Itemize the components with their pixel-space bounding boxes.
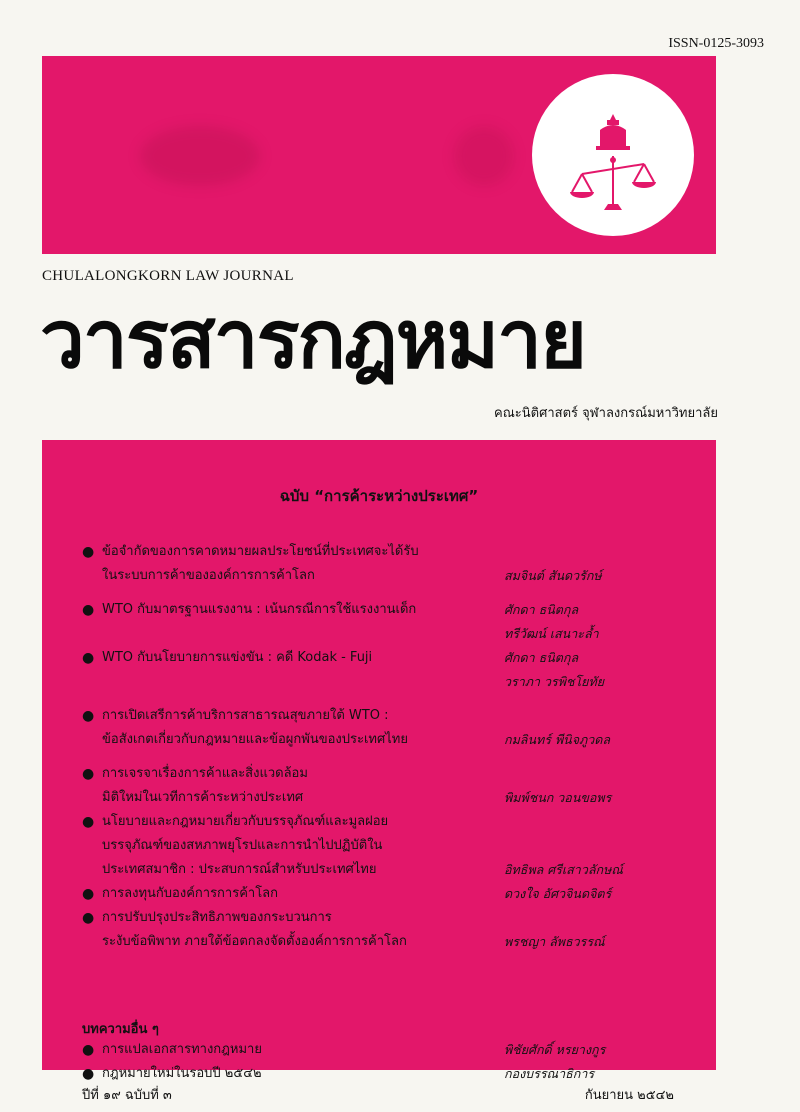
article-author: ศักดา ธนิตกุล: [504, 602, 579, 617]
article-entry: [82, 762, 692, 810]
article-author: [504, 540, 692, 564]
article-line: [82, 622, 692, 646]
bullet-icon: ●: [82, 814, 95, 830]
article-author: ดวงใจ อัศวจินดจิตร์: [504, 886, 612, 901]
journal-name-thai: วารสารกฎหมาย: [40, 293, 585, 386]
article-title-line: บรรจุภัณฑ์ของสหภาพยุโรปและการนำไปปฏิบัติใน: [102, 838, 383, 853]
article-title-line: WTO กับมาตรฐานแรงงาน : เน้นกรณีการใช้แรงงานเด็ก: [102, 602, 417, 617]
article-title-line: การลงทุนกับองค์การการค้าโลก: [102, 886, 279, 901]
article-line: [82, 540, 692, 564]
article-entry: [82, 704, 692, 752]
bullet-icon: ●: [82, 886, 95, 902]
article-author: พรชญา ลัพธวรรณ์: [504, 934, 605, 949]
article-entry: [82, 882, 692, 906]
article-list: [82, 540, 692, 954]
issn-label: ISSN-0125-3093: [668, 36, 764, 51]
article-line: [82, 786, 692, 810]
article-title-line: การเจรจาเรื่องการค้าและสิ่งแวดล้อม: [102, 766, 308, 781]
contents-band: [42, 440, 716, 1103]
article-line: [82, 728, 692, 752]
scales-of-justice-icon: [532, 74, 694, 236]
bullet-icon: [82, 728, 102, 752]
article-entry: [82, 810, 692, 882]
article-title-line: [102, 622, 504, 646]
article-title-line: นโยบายและกฎหมายเกี่ยวกับบรรจุภัณฑ์และมูลฝอย: [102, 814, 389, 829]
bullet-icon: ●: [82, 544, 95, 560]
article-entry: [82, 540, 692, 588]
article-author: [504, 704, 692, 728]
article-author: [504, 906, 692, 930]
article-line: [82, 564, 692, 588]
article-title-line: ข้อสังเกตเกี่ยวกับกฎหมายและข้อผูกพันของประเทศไทย: [102, 732, 408, 747]
bullet-icon: [82, 670, 102, 694]
paper-stain: [454, 126, 514, 186]
article-author: [504, 810, 692, 834]
bullet-icon: [82, 786, 102, 810]
article-author: ศักดา ธนิตกุล: [504, 650, 579, 665]
article-title-line: มิติใหม่ในเวทีการค้าระหว่างประเทศ: [102, 790, 304, 805]
article-line: [82, 670, 692, 694]
article-author: กมลินทร์ พีนิจภูวดล: [504, 732, 611, 747]
other-article-entry: [82, 1038, 692, 1062]
article-title-line: การเปิดเสรีการค้าบริการสาธารณสุขภายใต้ WTO :: [102, 708, 389, 723]
other-article-author: พิชัยศักดิ์ หรยางกูร: [504, 1042, 606, 1057]
bullet-icon: ●: [82, 650, 95, 666]
article-line: [82, 858, 692, 882]
article-author: สมจินต์ สันดวรักษ์: [504, 568, 602, 583]
article-entry: [82, 598, 692, 646]
bullet-icon: [82, 930, 102, 954]
volume-issue: ปีที่ ๑๙ ฉบับที่ ๓: [82, 1088, 172, 1103]
article-title-line: ในระบบการค้าขององค์การการค้าโลก: [102, 568, 315, 583]
bullet-icon: [82, 858, 102, 882]
article-entry: [82, 906, 692, 954]
other-article-list: [82, 1038, 692, 1086]
other-articles-heading: บทความอื่น ๆ: [82, 1022, 159, 1037]
article-author: อิทธิพล ศรีเสาวลักษณ์: [504, 862, 623, 877]
cover-top-band: [42, 56, 716, 254]
other-article-title: การแปลเอกสารทางกฎหมาย: [102, 1042, 262, 1057]
article-line: [82, 646, 692, 670]
article-line: [82, 834, 692, 858]
article-line: [82, 704, 692, 728]
bullet-icon: [82, 564, 102, 588]
bullet-icon: ●: [82, 766, 95, 782]
article-line: [82, 906, 692, 930]
article-line: [82, 930, 692, 954]
article-author: [504, 762, 692, 786]
other-article-author: กองบรรณาธิการ: [504, 1066, 595, 1081]
article-author: [504, 834, 692, 858]
bullet-icon: ●: [82, 602, 95, 618]
faculty-name: คณะนิติศาสตร์ จุฬาลงกรณ์มหาวิทยาลัย: [494, 406, 718, 421]
article-author: วราภา วรพิชโยทัย: [504, 674, 605, 689]
bullet-icon: [82, 834, 102, 858]
other-article-entry: [82, 1062, 692, 1086]
article-line: [82, 762, 692, 786]
journal-name-english: CHULALONGKORN LAW JOURNAL: [42, 268, 294, 284]
issue-title: ฉบับ “การค้าระหว่างประเทศ”: [279, 487, 479, 505]
bullet-icon: [82, 622, 102, 646]
article-title-line: ระงับข้อพิพาท ภายใต้ข้อตกลงจัดตั้งองค์การการค้าโลก: [102, 934, 407, 949]
article-title-line: [102, 670, 504, 694]
article-title-line: ประเทศสมาชิก : ประสบการณ์สำหรับประเทศไทย: [102, 862, 377, 877]
article-entry: [82, 646, 692, 694]
article-line: [82, 598, 692, 622]
article-title-line: ข้อจำกัดของการคาดหมายผลประโยชน์ที่ประเทศจะได้รับ: [102, 544, 419, 559]
law-faculty-emblem-icon: [532, 74, 694, 236]
article-title-line: WTO กับนโยบายการแข่งขัน : คดี Kodak - Fuji: [102, 650, 373, 665]
article-line: [82, 882, 692, 906]
other-article-title: กฎหมายใหม่ในรอบปี ๒๕๔๒: [102, 1066, 262, 1081]
bullet-icon: ●: [82, 708, 95, 724]
article-line: [82, 810, 692, 834]
issue-date: กันยายน ๒๕๔๒: [584, 1088, 674, 1103]
paper-stain: [140, 126, 260, 186]
article-author: พิมพ์ชนก วอนขอพร: [504, 790, 612, 805]
article-author: ทรีวัฒน์ เสนาะล้ำ: [504, 626, 599, 641]
bullet-icon: ●: [82, 910, 95, 926]
article-title-line: การปรับปรุงประสิทธิภาพของกระบวนการ: [102, 910, 332, 925]
bullet-icon: ●: [82, 1066, 95, 1082]
bullet-icon: ●: [82, 1042, 95, 1058]
